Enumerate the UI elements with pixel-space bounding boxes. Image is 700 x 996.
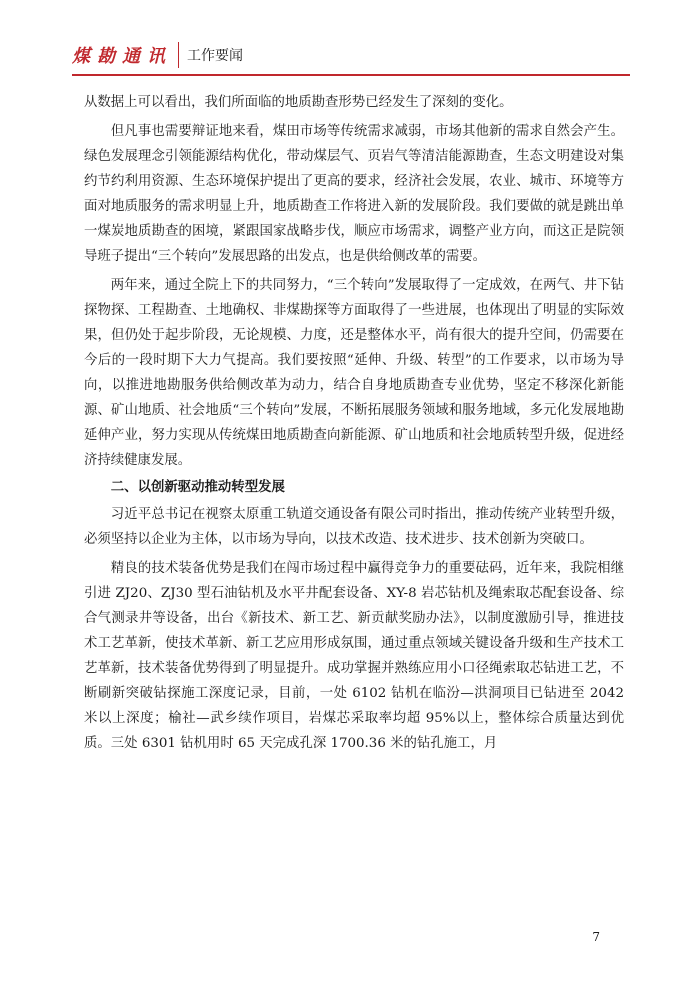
- paragraph-1: 从数据上可以看出，我们所面临的地质勘查形势已经发生了深刻的变化。: [84, 95, 513, 110]
- paragraph-3: 两年来，通过全院上下的共同努力，“三个转向”发展取得了一定成效，在两气、井下钻探物探、工程勘查、土地确权、非煤勘探等方面取得了一些进展，也体现出了明显的实际效果，但仍处于起步阶段，无论规模、力度，还是整体水平，尚有很大的提升空间，仍需要在今后的一段时期下大力气提高。我们要按照“延伸、升级、转型”的工作要求，以市场为导向，以推进地勘服务供给侧改革为动力，结合自身地质勘查专业优势，坚定不移深化新能源、矿山地质、社会地质“三个转向”发展，不断拓展服务领域和服务地域，多元化发展地勘延伸产业，努力实现从传统煤田地质勘查向新能源、矿山地质和社会地质转型升级，促进经济持续健康发展。: [84, 278, 624, 468]
- paragraph-4: 习近平总书记在视察太原重工轨道交通设备有限公司时指出，推动传统产业转型升级，必须坚持以企业为主体，以市场为导向，以技术改造、技术进步、技术创新为突破口。: [84, 507, 624, 547]
- section-label: 工作要闻: [187, 48, 243, 64]
- section-heading: 二、以创新驱动推动转型发展: [110, 480, 285, 495]
- header-rule: [72, 74, 630, 76]
- paragraph-5: 精良的技术装备优势是我们在闯市场过程中赢得竞争力的重要砝码，近年来，我院相继引进 ZJ20、ZJ30 型石油钻机及水平井配套设备、XY-8 岩芯钻机及绳索取芯配套设备、综合气测录井等设备，出台《新技术、新工艺、新贡献奖励办法》，以制度激励引导，推进技术工艺革新，使技术革新、新工艺应用形成氛围，通过重点领域关键设备升级和生产技术工艺革新，技术装备优势得到了明显提升。成功掌握并熟练应用小口径绳索取芯钻进工艺，不断刷新突破钻探施工深度记录，目前，一处 6102 钻机在临汾—洪洞项目已钻进至 2042 米以上深度；榆社—武乡续作项目，岩煤芯采取率均超 95%以上，整体综合质量达到优质。三处 6301 钻机用时 65 天完成孔深 1700.36 米的钻孔施工，月: [84, 561, 624, 751]
- page-header: [72, 40, 243, 70]
- brand-logo-text: 煤勘通讯: [72, 46, 172, 67]
- article-body: [84, 90, 624, 756]
- page-number: 7: [592, 930, 600, 944]
- paragraph-2: 但凡事也需要辩证地来看，煤田市场等传统需求减弱，市场其他新的需求自然会产生。绿色发展理念引领能源结构优化，带动煤层气、页岩气等清洁能源勘查，生态文明建设对集约节约利用资源、生态环境保护提出了更高的要求，经济社会发展，农业、城市、环境等方面对地质服务的需求明显上升，地质勘查工作将进入新的发展阶段。我们要做的就是跳出单一煤炭地质勘查的困境，紧跟国家战略步伐，顺应市场需求，调整产业方向，而这正是院领导班子提出“三个转向”发展思路的出发点，也是供给侧改革的需要。: [84, 124, 624, 264]
- header-divider: [178, 42, 179, 68]
